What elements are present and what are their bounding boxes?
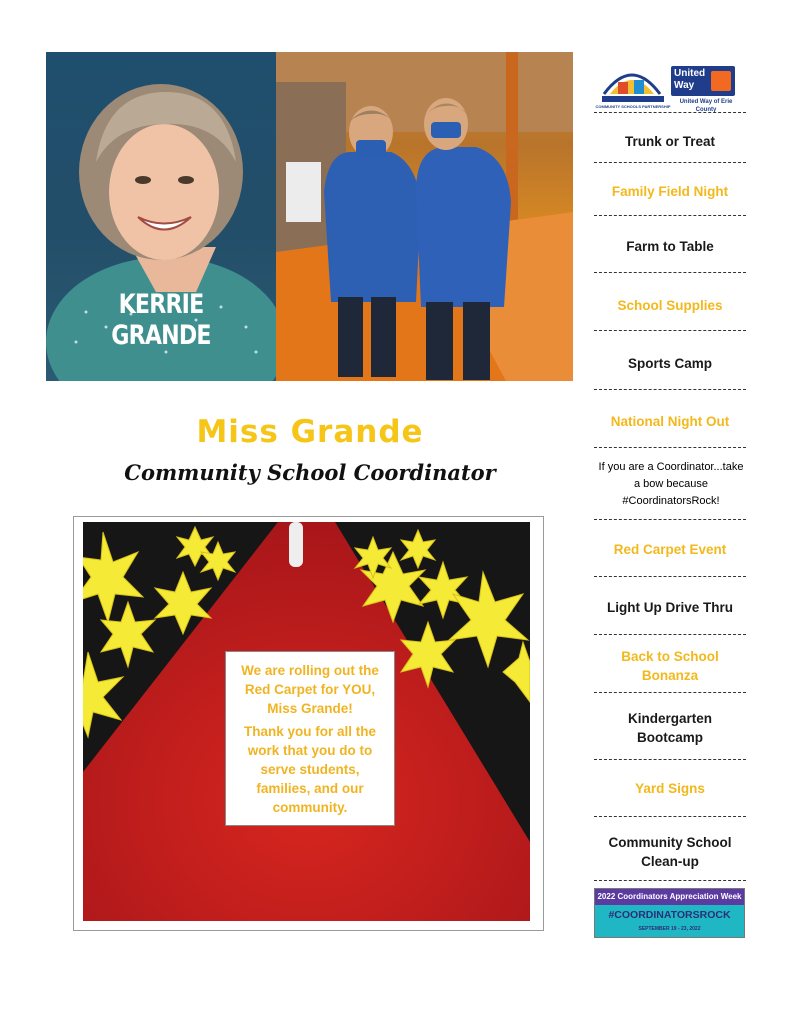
divider xyxy=(594,272,746,273)
badge-body xyxy=(595,905,744,937)
sidebar-item-school-supplies: School Supplies xyxy=(617,298,723,313)
badge-title: 2022 Coordinators Appreciation Week xyxy=(595,889,744,905)
divider xyxy=(594,634,746,635)
united-way-logo xyxy=(671,66,735,96)
page-title: Miss Grande xyxy=(196,414,424,450)
sidebar-item-farm-to-table: Farm to Table xyxy=(626,239,714,254)
sidebar-item-light-up-drive-thru: Light Up Drive Thru xyxy=(607,600,733,615)
portrait-caption: KERRIE GRANDE xyxy=(111,289,211,351)
activities-sidebar xyxy=(594,52,746,942)
store-illustration xyxy=(276,52,573,381)
united-way-sub: United Way of Erie County xyxy=(679,99,733,113)
sidebar-item-community-school-clean-up: Community School Clean-up xyxy=(608,835,732,869)
divider xyxy=(594,215,746,216)
sidebar-item-coordinator-note: If you are a Coordinator...take a bow because #CoordinatorsRock! xyxy=(598,461,744,507)
sidebar-item-red-carpet-event: Red Carpet Event xyxy=(613,542,727,557)
sidebar-item-yard-signs: Yard Signs xyxy=(635,781,705,796)
united-way-hand-icon xyxy=(711,71,731,91)
carpet-message-line1: We are rolling out the Red Carpet for YOU, Miss Grande! xyxy=(241,663,379,716)
store-photo xyxy=(276,52,573,381)
badge-hashtag: #COORDINATORSROCK xyxy=(608,909,731,921)
divider xyxy=(594,162,746,163)
divider xyxy=(594,759,746,760)
sidebar-item-kindergarten-bootcamp: Kindergarten Bootcamp xyxy=(627,711,712,745)
page-subtitle: Community School Coordinator xyxy=(124,460,496,485)
carpet-message-line2: Thank you for all the work that you do to serve students, families, and our community. xyxy=(243,724,376,815)
community-schools-logo-text: COMMUNITY SCHOOLS PARTNERSHIP xyxy=(595,104,671,109)
divider xyxy=(594,692,746,693)
divider xyxy=(594,816,746,817)
divider xyxy=(594,389,746,390)
sidebar-item-trunk-or-treat: Trunk or Treat xyxy=(624,134,716,149)
badge-dates: SEPTEMBER 19 - 23, 2022 xyxy=(638,926,701,932)
appreciation-week-badge xyxy=(594,888,745,938)
sidebar-item-sports-camp: Sports Camp xyxy=(627,356,712,371)
divider xyxy=(594,330,746,331)
sidebar-item-national-night-out: National Night Out xyxy=(610,414,730,429)
sidebar-item-family-field-night: Family Field Night xyxy=(611,184,729,199)
divider xyxy=(594,576,746,577)
portrait-photo xyxy=(46,52,276,381)
sidebar-item-back-to-school-bonanza: Back to School Bonanza xyxy=(621,649,719,683)
divider xyxy=(594,112,746,113)
carpet-message-box xyxy=(225,651,395,826)
divider xyxy=(594,519,746,520)
divider xyxy=(594,447,746,448)
logos xyxy=(594,56,746,118)
divider xyxy=(594,880,746,881)
united-way-logo-text: United Way xyxy=(674,68,706,91)
